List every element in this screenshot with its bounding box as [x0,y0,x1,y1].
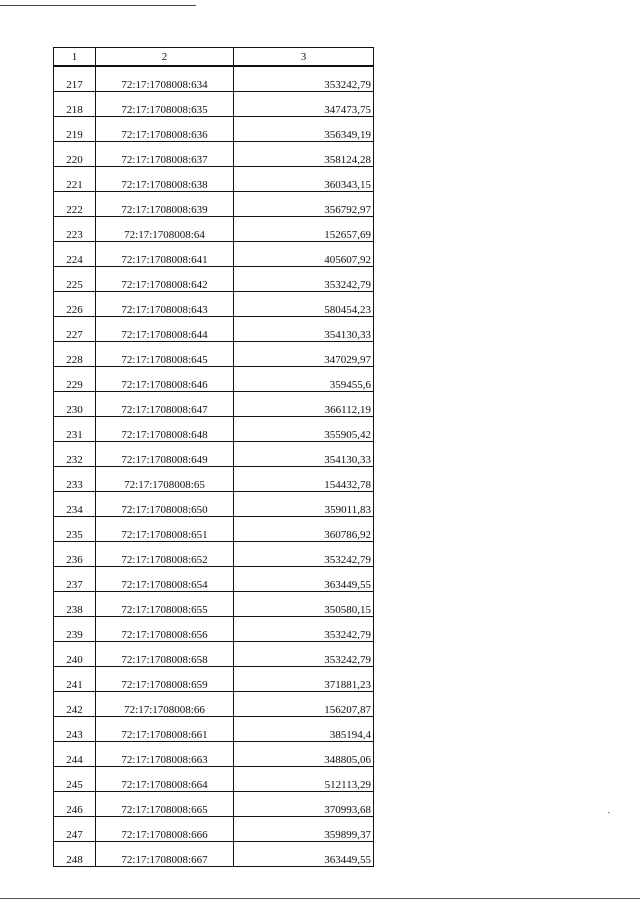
cadastral-value: 350580,15 [234,592,374,617]
cadastral-value: 363449,55 [234,567,374,592]
cadastral-value: 580454,23 [234,292,374,317]
table-row [54,542,374,567]
table-row [54,217,374,242]
cadastral-value: 347473,75 [234,92,374,117]
cadastral-number: 72:17:1708008:637 [96,142,234,167]
cadastral-value: 356349,19 [234,117,374,142]
row-number: 244 [54,742,96,767]
row-number: 235 [54,517,96,542]
table-body [54,66,374,867]
bottom-rule [0,898,640,899]
top-rule [0,5,196,6]
cadastral-value: 347029,97 [234,342,374,367]
cadastral-number: 72:17:1708008:66 [96,692,234,717]
cadastral-number: 72:17:1708008:648 [96,417,234,442]
cadastral-value: 359899,37 [234,817,374,842]
row-number: 223 [54,217,96,242]
table-row [54,142,374,167]
cadastral-number: 72:17:1708008:655 [96,592,234,617]
table-row [54,242,374,267]
row-number: 221 [54,167,96,192]
table-row [54,792,374,817]
cadastral-number: 72:17:1708008:646 [96,367,234,392]
cadastral-value: 371881,23 [234,667,374,692]
row-number: 241 [54,667,96,692]
row-number: 245 [54,767,96,792]
cadastral-value: 354130,33 [234,442,374,467]
row-number: 230 [54,392,96,417]
cadastral-value: 359011,83 [234,492,374,517]
cadastral-table [53,47,374,867]
table-row [54,317,374,342]
row-number: 233 [54,467,96,492]
cadastral-value: 152657,69 [234,217,374,242]
cadastral-number: 72:17:1708008:656 [96,617,234,642]
table-row [54,767,374,792]
table-row [54,192,374,217]
column-header-1: 1 [54,48,96,67]
cadastral-number: 72:17:1708008:654 [96,567,234,592]
table-row [54,642,374,667]
cadastral-value: 154432,78 [234,467,374,492]
header-row [54,48,374,67]
cadastral-number: 72:17:1708008:636 [96,117,234,142]
cadastral-number: 72:17:1708008:650 [96,492,234,517]
cadastral-number: 72:17:1708008:651 [96,517,234,542]
cadastral-number: 72:17:1708008:64 [96,217,234,242]
cadastral-value: 353242,79 [234,66,374,92]
row-number: 217 [54,66,96,92]
cadastral-number: 72:17:1708008:664 [96,767,234,792]
row-number: 246 [54,792,96,817]
table-row [54,817,374,842]
cadastral-value: 354130,33 [234,317,374,342]
row-number: 237 [54,567,96,592]
table-row [54,342,374,367]
row-number: 218 [54,92,96,117]
cadastral-value: 385194,4 [234,717,374,742]
row-number: 232 [54,442,96,467]
table-header [54,48,374,67]
cadastral-number: 72:17:1708008:65 [96,467,234,492]
row-number: 226 [54,292,96,317]
table-row [54,292,374,317]
row-number: 227 [54,317,96,342]
table-row [54,167,374,192]
cadastral-value: 512113,29 [234,767,374,792]
table-row [54,692,374,717]
cadastral-value: 359455,6 [234,367,374,392]
cadastral-value: 353242,79 [234,617,374,642]
table-row [54,717,374,742]
row-number: 239 [54,617,96,642]
row-number: 240 [54,642,96,667]
table-row [54,442,374,467]
row-number: 222 [54,192,96,217]
cadastral-value: 360786,92 [234,517,374,542]
row-number: 242 [54,692,96,717]
column-header-3: 3 [234,48,374,67]
cadastral-value: 366112,19 [234,392,374,417]
cadastral-number: 72:17:1708008:652 [96,542,234,567]
cadastral-value: 360343,15 [234,167,374,192]
row-number: 236 [54,542,96,567]
cadastral-number: 72:17:1708008:666 [96,817,234,842]
scan-speck [608,812,610,813]
table-row [54,267,374,292]
cadastral-value: 355905,42 [234,417,374,442]
row-number: 234 [54,492,96,517]
cadastral-number: 72:17:1708008:634 [96,66,234,92]
cadastral-number: 72:17:1708008:649 [96,442,234,467]
row-number: 228 [54,342,96,367]
cadastral-number: 72:17:1708008:667 [96,842,234,867]
cadastral-number: 72:17:1708008:665 [96,792,234,817]
table-row [54,467,374,492]
row-number: 219 [54,117,96,142]
cadastral-value: 348805,06 [234,742,374,767]
cadastral-number: 72:17:1708008:643 [96,292,234,317]
table-row [54,617,374,642]
cadastral-value: 356792,97 [234,192,374,217]
row-number: 220 [54,142,96,167]
row-number: 229 [54,367,96,392]
cadastral-value: 156207,87 [234,692,374,717]
cadastral-number: 72:17:1708008:635 [96,92,234,117]
cadastral-number: 72:17:1708008:659 [96,667,234,692]
cadastral-value: 363449,55 [234,842,374,867]
cadastral-value: 353242,79 [234,642,374,667]
cadastral-value: 370993,68 [234,792,374,817]
cadastral-value: 353242,79 [234,542,374,567]
cadastral-number: 72:17:1708008:661 [96,717,234,742]
cadastral-value: 358124,28 [234,142,374,167]
table-row [54,667,374,692]
cadastral-number: 72:17:1708008:638 [96,167,234,192]
cadastral-number: 72:17:1708008:647 [96,392,234,417]
row-number: 243 [54,717,96,742]
cadastral-number: 72:17:1708008:663 [96,742,234,767]
table-row [54,417,374,442]
table-row [54,492,374,517]
cadastral-number: 72:17:1708008:658 [96,642,234,667]
cadastral-number: 72:17:1708008:641 [96,242,234,267]
row-number: 248 [54,842,96,867]
column-header-2: 2 [96,48,234,67]
cadastral-number: 72:17:1708008:644 [96,317,234,342]
table-row [54,367,374,392]
table-row [54,742,374,767]
cadastral-number: 72:17:1708008:639 [96,192,234,217]
table-row [54,392,374,417]
row-number: 231 [54,417,96,442]
table-row [54,66,374,92]
table-row [54,567,374,592]
table-row [54,842,374,867]
row-number: 225 [54,267,96,292]
table-row [54,92,374,117]
cadastral-number: 72:17:1708008:645 [96,342,234,367]
table-row [54,517,374,542]
cadastral-number: 72:17:1708008:642 [96,267,234,292]
cadastral-value: 353242,79 [234,267,374,292]
row-number: 224 [54,242,96,267]
table-row [54,117,374,142]
row-number: 238 [54,592,96,617]
table-row [54,592,374,617]
cadastral-value: 405607,92 [234,242,374,267]
row-number: 247 [54,817,96,842]
